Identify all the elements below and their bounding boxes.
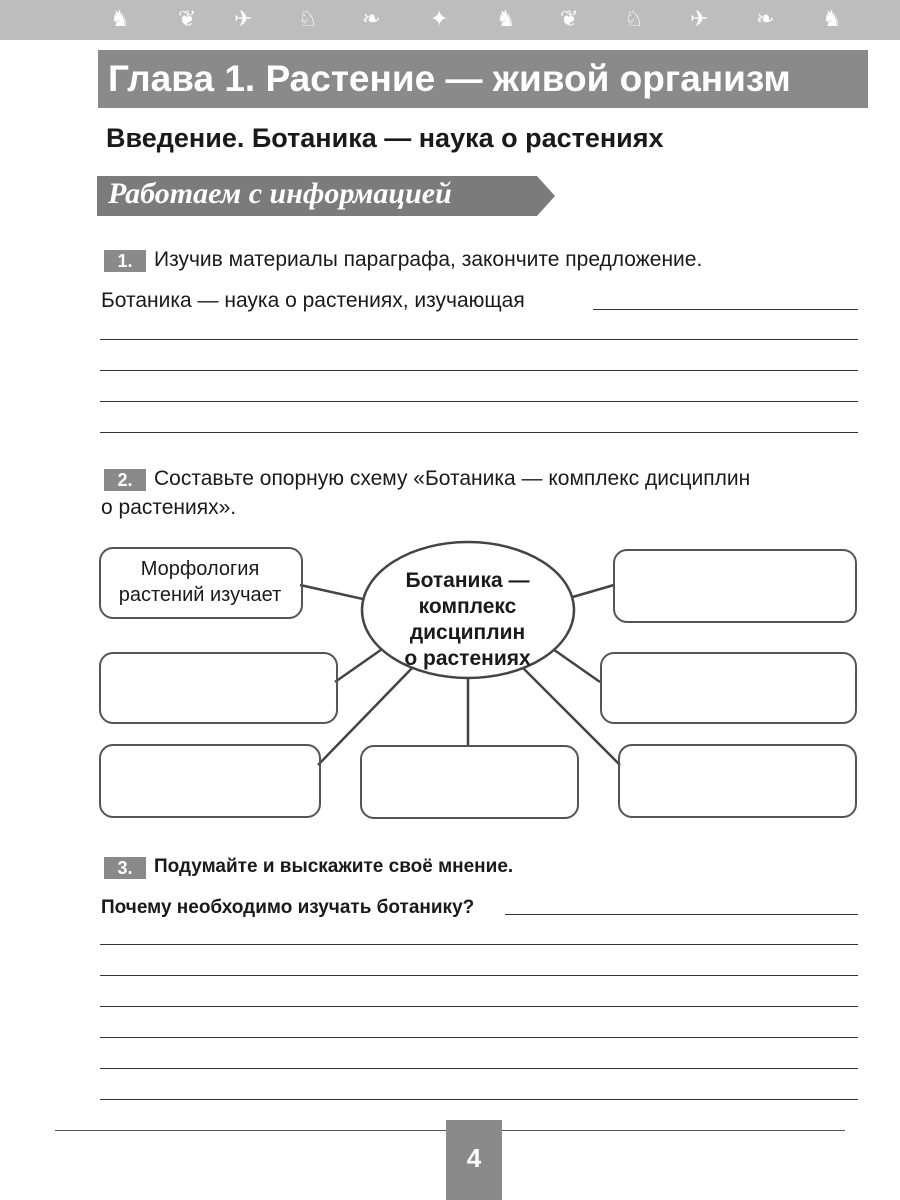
chapter-title: Глава 1. Растение — живой организм	[108, 58, 791, 99]
task-1-number: 1.	[104, 250, 146, 272]
answer-line[interactable]	[100, 944, 858, 945]
scheme-center-text	[390, 568, 545, 672]
answer-line[interactable]	[505, 914, 858, 915]
fish-icon: ❧	[362, 6, 381, 31]
task-2-number: 2.	[104, 469, 146, 491]
task-3-text: Подумайте и выскажите своё мнение.	[154, 856, 514, 877]
deer-icon: ♘	[298, 6, 318, 31]
answer-line[interactable]	[100, 1006, 858, 1007]
scheme-center-line: о растениях	[404, 647, 531, 670]
answer-line[interactable]	[100, 1099, 858, 1100]
task-2-text-line2: о растениях».	[101, 496, 237, 519]
horse-icon: ♞	[110, 6, 130, 31]
answer-line[interactable]	[100, 975, 858, 976]
butterfly-icon: ❦	[178, 6, 197, 31]
horse-icon: ♞	[496, 6, 516, 31]
bird-icon: ✦	[430, 6, 449, 31]
answer-line[interactable]	[100, 1068, 858, 1069]
task-1-prompt: Ботаника — наука о растениях, изучающая	[101, 289, 525, 312]
fish-icon: ❧	[756, 6, 775, 31]
butterfly-icon: ❦	[560, 6, 579, 31]
page-number: 4	[466, 1143, 482, 1173]
scheme-box-empty[interactable]	[600, 652, 857, 724]
deer-icon: ♞	[822, 6, 842, 31]
scheme-box-text	[110, 556, 290, 608]
info-banner-title: Работаем с информацией	[108, 177, 452, 210]
scheme-box-empty[interactable]	[613, 549, 857, 623]
scheme-center-line: комплекс	[418, 595, 517, 618]
scheme-center-line: Ботаника —	[405, 569, 530, 592]
bird-icon: ✈	[690, 6, 709, 31]
scheme-box-empty[interactable]	[99, 744, 321, 818]
scheme-center-line: дисциплин	[409, 621, 526, 644]
section-title: Введение. Ботаника — наука о растениях	[106, 123, 664, 153]
task-2-text-line1: Составьте опорную схему «Ботаника — комплекс дисциплин	[154, 467, 751, 490]
scheme-box-empty[interactable]	[360, 745, 579, 819]
scheme-box-text-line: растений изучает	[118, 584, 282, 606]
scheme-box-text-line: Морфология	[140, 558, 260, 580]
task-1-text: Изучив материалы параграфа, закончите предложение.	[154, 248, 703, 271]
answer-line[interactable]	[100, 1037, 858, 1038]
bird-icon: ✈	[234, 6, 253, 31]
scheme-box-empty[interactable]	[618, 744, 857, 818]
task-3-prompt: Почему необходимо изучать ботанику?	[101, 897, 475, 918]
cat-icon: ♘	[624, 6, 644, 31]
scheme-box-empty[interactable]	[99, 652, 338, 724]
task-3-number: 3.	[104, 857, 146, 879]
